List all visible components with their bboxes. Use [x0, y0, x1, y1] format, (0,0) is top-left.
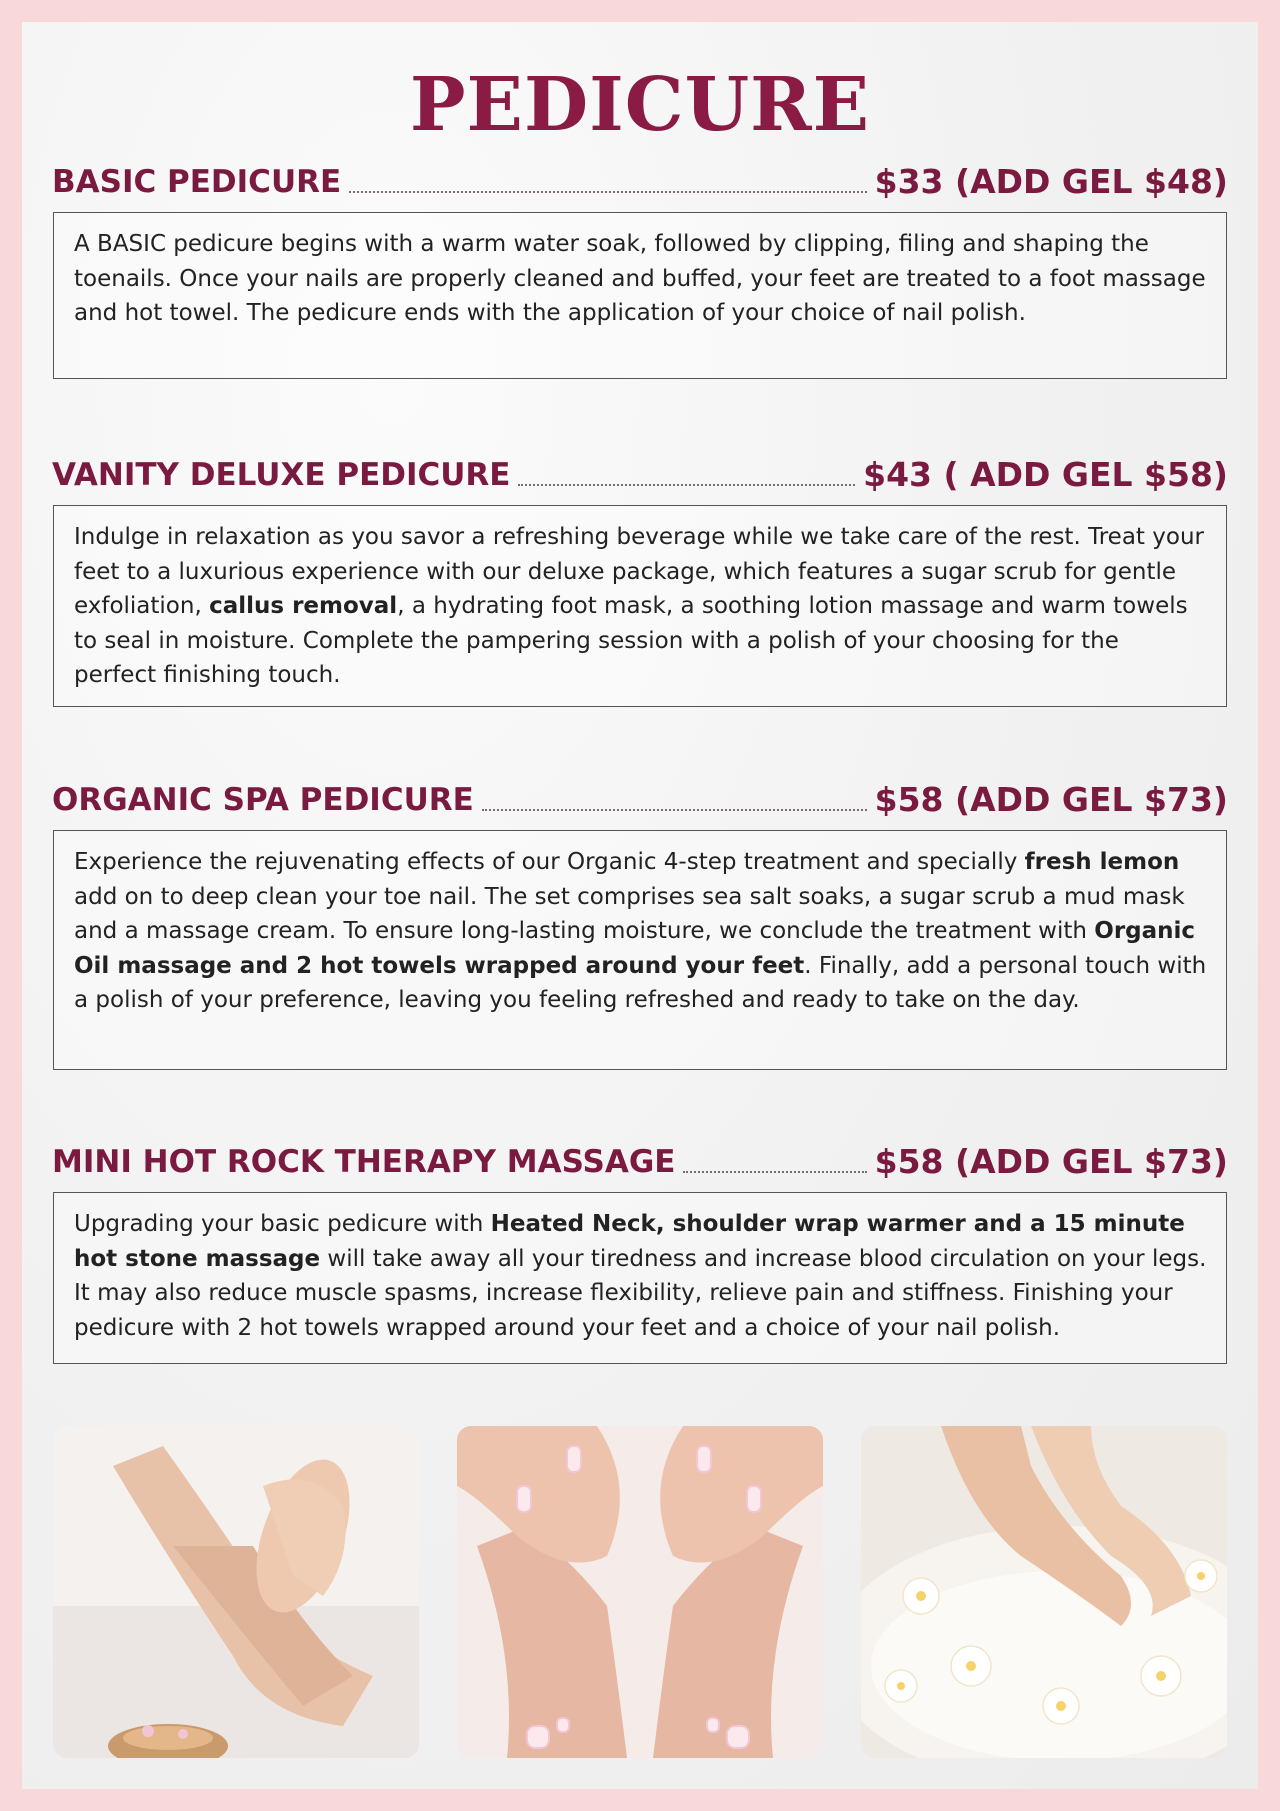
service-heading-organic-spa	[52, 780, 1228, 820]
description-text: Upgrading your basic pedicure with	[74, 1211, 491, 1237]
service-name: MINI HOT ROCK THERAPY MASSAGE	[52, 1144, 676, 1180]
dot-leader	[349, 191, 866, 193]
service-heading-basic	[52, 162, 1228, 202]
description-text: , a hydrating foot mask, a soothing lotion massage and warm towels to seal in moisture. Complete the pampering session with a polish of your choosing for the perfect finishing touch.	[74, 593, 1188, 688]
foot-massage-photo	[53, 1426, 419, 1758]
description-text: Indulge in relaxation as you savor a refreshing beverage while we take care of the rest. Treat your feet to a luxurious experience with our deluxe package, which features a sugar scrub for gentle exfoliation,	[74, 524, 1204, 619]
service-heading-hot-rock	[52, 1142, 1228, 1182]
page-title: PEDICURE	[409, 62, 871, 148]
description-bold-text: Heated Neck, shoulder wrap warmer and a 15 minute hot stone massage	[74, 1211, 1185, 1272]
description-bold-text: fresh lemon	[1024, 849, 1180, 875]
service-name: ORGANIC SPA PEDICURE	[52, 782, 474, 818]
service-description-hot-rock	[53, 1192, 1227, 1364]
service-price: $43 ( ADD GEL $58)	[863, 455, 1228, 494]
description-bold-text: Organic Oil massage and 2 hot towels wrapped around your feet	[74, 918, 1196, 979]
service-name: VANITY DELUXE PEDICURE	[52, 457, 511, 493]
menu-page	[22, 22, 1258, 1789]
service-name: BASIC PEDICURE	[52, 164, 342, 200]
description-text: Experience the rejuvenating effects of our Organic 4-step treatment and specially	[74, 849, 1025, 875]
service-price: $33 (ADD GEL $48)	[874, 162, 1228, 201]
description-text: add on to deep clean your toe nail. The set comprises sea salt soaks, a sugar scrub a mud mask and a massage cream. To ensure long-lasting moisture, we conclude the treatment with	[74, 883, 1185, 944]
service-heading-vanity-deluxe	[52, 455, 1228, 495]
description-text: A BASIC pedicure begins with a warm water soak, followed by clipping, filing and shaping the toenails. Once your nails are properly cleaned and buffed, your feet are treated to a foot massage and hot towel. The pedicure ends with the application of your choice of nail polish.	[74, 231, 1206, 326]
service-price: $58 (ADD GEL $73)	[874, 780, 1228, 819]
service-description-organic-spa	[53, 830, 1227, 1070]
service-price: $58 (ADD GEL $73)	[874, 1142, 1228, 1181]
manicured-hands-and-feet-photo	[457, 1426, 823, 1758]
dot-leader	[482, 809, 867, 811]
dot-leader	[683, 1171, 866, 1173]
service-description-basic	[53, 212, 1227, 379]
dot-leader	[518, 484, 855, 486]
service-description-vanity-deluxe	[53, 505, 1227, 707]
description-bold-text: callus removal	[209, 593, 398, 619]
description-text: . Finally, add a personal touch with a polish of your preference, leaving you feeling refreshed and ready to take on the day.	[74, 952, 1207, 1013]
description-text: will take away all your tiredness and increase blood circulation on your legs. It may also reduce muscle spasms, increase flexibility, relieve pain and stiffness. Finishing your pedicure with 2 hot towels wrapped around your feet and a choice of your nail polish.	[74, 1245, 1207, 1341]
feet-in-flower-bowl-photo	[861, 1426, 1227, 1758]
